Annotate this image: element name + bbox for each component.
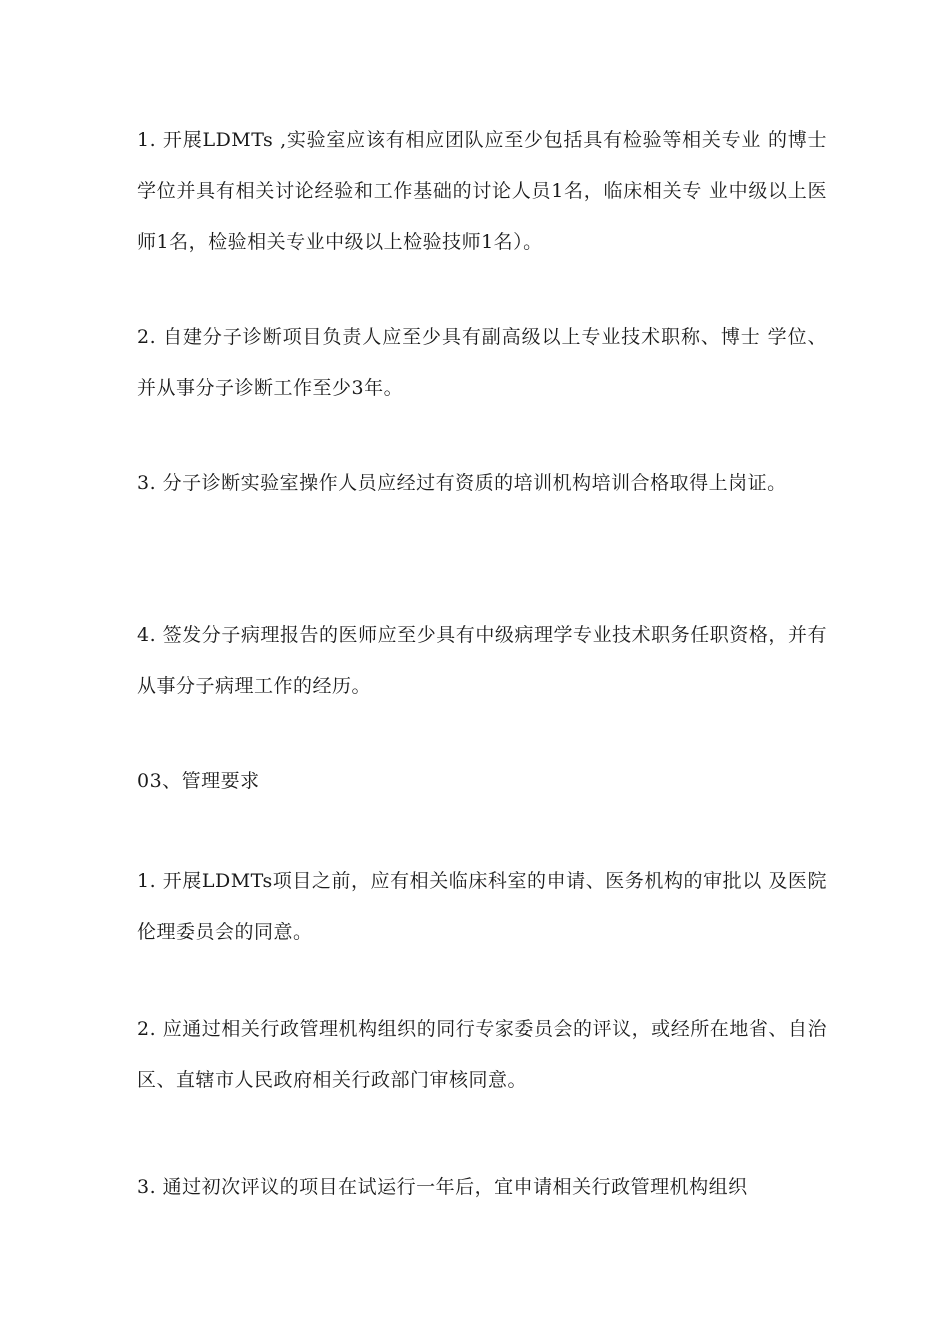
paragraph-management-item-1: 1. 开展LDMTs项目之前，应有相关临床科室的申请、医务机构的审批以 及医院伦理委员会的同意。 [137,870,827,943]
paragraph-report-signing-physician: 4. 签发分子病理报告的医师应至少具有中级病理学专业技术职务任职资格，并有从事分子病理工作的经历。 [137,624,827,697]
paragraph-project-leader-requirement: 2. 自建分子诊断项目负责人应至少具有副高级以上专业技术职称、博士 学位、并从事分子诊断工作至少3年。 [137,326,827,399]
paragraph-management-item-2: 2. 应通过相关行政管理机构组织的同行专家委员会的评议，或经所在地省、自治区、直辖市人民政府相关行政部门审核同意。 [137,1018,827,1091]
section-heading-management: 03、管理要求 [137,770,260,792]
paragraph-operator-certification: 3. 分子诊断实验室操作人员应经过有资质的培训机构培训合格取得上岗证。 [137,472,787,494]
paragraph-team-requirement: 1. 开展LDMTs ,实验室应该有相应团队应至少包括具有检验等相关专业 的博士学位并具有相关讨论经验和工作基础的讨论人员1名，临床相关专 业中级以上医师1名，检验相关专业中级以上检验技师1名）。 [137,129,827,253]
paragraph-management-item-3: 3. 通过初次评议的项目在试运行一年后，宜申请相关行政管理机构组织 [137,1176,748,1198]
